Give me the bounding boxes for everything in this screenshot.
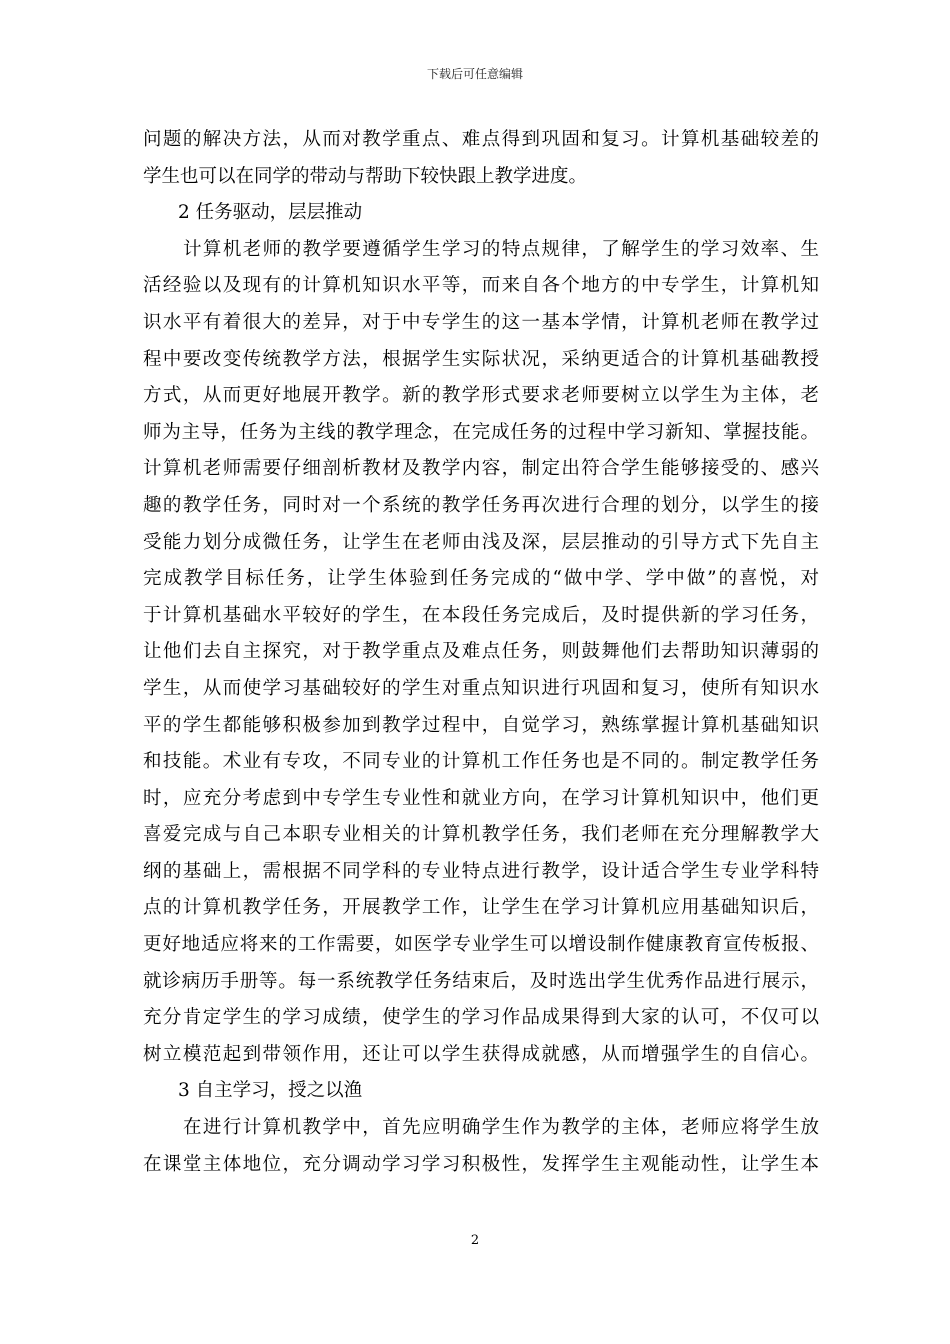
text-line: 和技能。术业有专攻，不同专业的计算机工作任务也是不同的。制定教学任务 (143, 751, 819, 773)
text-line: 计算机老师的教学要遵循学生学习的特点规律，了解学生的学习效率、生 (183, 238, 819, 260)
text-line: 时，应充分考虑到中专学生专业性和就业方向，在学习计算机知识中，他们更 (143, 787, 819, 809)
text-line: 师为主导，任务为主线的教学理念，在完成任务的过程中学习新知、掌握技能。 (143, 421, 819, 443)
text-line: 学生也可以在同学的带动与帮助下较快跟上教学进度。 (143, 165, 588, 187)
body-text (143, 122, 819, 1183)
text-line: 问题的解决方法，从而对教学重点、难点得到巩固和复习。计算机基础较差的 (143, 129, 819, 150)
text-line: 平的学生都能够积极参加到教学过程中，自觉学习，熟练掌握计算机基础知识 (143, 714, 819, 736)
text-line: 完成教学目标任务，让学生体验到任务完成的“做中学、学中做”的喜悦，对 (143, 568, 819, 590)
text-line: 识水平有着很大的差异，对于中专学生的这一基本学情，计算机老师在教学过 (143, 311, 819, 333)
page-header: 下载后可任意编辑 (426, 67, 523, 81)
text-line: 纲的基础上，需根据不同学科的专业特点进行教学，设计适合学生专业学科特 (143, 860, 819, 882)
text-line: 2 任务驱动，层层推动 (178, 202, 363, 224)
text-line: 在进行计算机教学中，首先应明确学生作为教学的主体，老师应将学生放 (183, 1117, 819, 1139)
text-line: 受能力划分成微任务，让学生在老师由浅及深，层层推动的引导方式下先自主 (143, 531, 819, 553)
text-line: 在课堂主体地位，充分调动学习学习积极性，发挥学生主观能动性，让学生本 (143, 1153, 819, 1175)
text-line: 充分肯定学生的学习成绩，使学生的学习作品成果得到大家的认可，不仅可以 (143, 1007, 819, 1029)
text-line: 趣的教学任务，同时对一个系统的教学任务再次进行合理的划分，以学生的接 (143, 494, 819, 516)
text-line: 学生，从而使学习基础较好的学生对重点知识进行巩固和复习，使所有知识水 (143, 677, 819, 699)
text-line: 活经验以及现有的计算机知识水平等，而来自各个地方的中专学生，计算机知 (143, 275, 819, 297)
text-line: 树立模范起到带领作用，还让可以学生获得成就感，从而增强学生的自信心。 (143, 1043, 819, 1065)
text-line: 点的计算机教学任务，开展教学工作，让学生在学习计算机应用基础知识后， (143, 897, 819, 919)
page-number: 2 (470, 1233, 480, 1248)
text-line: 方式，从而更好地展开教学。新的教学形式要求老师要树立以学生为主体，老 (143, 385, 819, 407)
text-line: 就诊病历手册等。每一系统教学任务结束后，及时选出学生优秀作品进行展示， (143, 970, 819, 992)
text-line: 于计算机基础水平较好的学生，在本段任务完成后，及时提供新的学习任务， (143, 604, 819, 626)
text-line: 计算机老师需要仔细剖析教材及教学内容，制定出符合学生能够接受的、感兴 (143, 458, 819, 480)
text-line: 程中要改变传统教学方法，根据学生实际状况，采纳更适合的计算机基础教授 (143, 348, 819, 370)
text-line: 让他们去自主探究，对于教学重点及难点任务，则鼓舞他们去帮助知识薄弱的 (143, 641, 819, 663)
text-line: 更好地适应将来的工作需要，如医学专业学生可以增设制作健康教育宣传板报、 (143, 934, 819, 956)
text-line: 3 自主学习，授之以渔 (178, 1080, 363, 1102)
text-line: 喜爱完成与自己本职专业相关的计算机教学任务，我们老师在充分理解教学大 (143, 824, 819, 846)
